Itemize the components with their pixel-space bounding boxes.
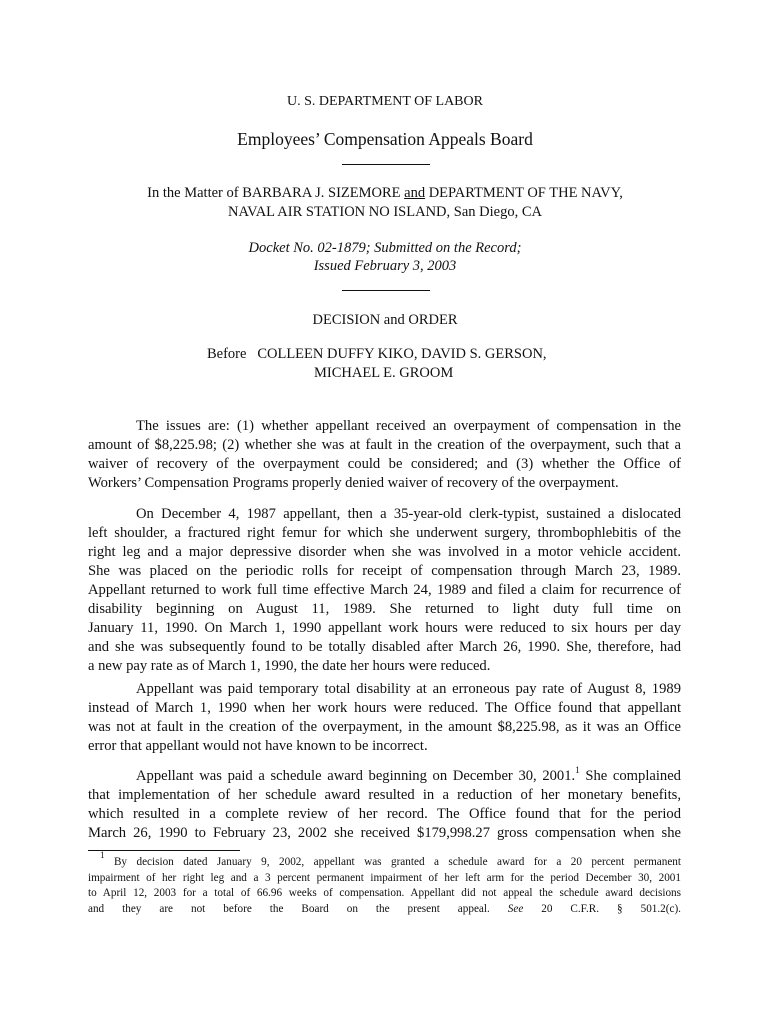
paragraph-pay-rate: Appellant was paid temporary total disability at an erroneous pay rate of August 8, 1989 instead of March 1, 1990 when her work hours were reduced. The Office found that appellant was not at fault in the creation of the overpayment, in the amount $8,225.98, as it was an Office error that appellant would not have known to be incorrect. [88,681,681,754]
panel-line-2: MICHAEL E. GROOM [314,365,454,381]
before-label: Before [207,346,247,362]
footnote-reference: 1 [575,765,580,775]
footnote-number: 1 [100,850,105,860]
docket-line-1: Docket No. 02-1879; Submitted on the Record; [248,240,522,256]
see-signal: See [507,902,524,915]
matter-line-1: In the Matter of BARBARA J. SIZEMORE and DEPARTMENT OF THE NAVY, [147,185,623,201]
docket-line-2: Issued February 3, 2003 [313,258,457,274]
paragraph-schedule-award: Appellant was paid a schedule award beginning on December 30, 2001.$^1$ She complained that implementation of her schedule award resulted in a reduction of her monetary benefits, which resulted in a complete review of her record. The Office found that for the period March 26, 1990 to February 23, 2002 she received $179,998.27 gross compensation when she [88,765,681,841]
department-heading: U. S. DEPARTMENT OF LABOR [287,94,483,109]
decision-title: DECISION and ORDER [312,312,458,328]
and-underlined: and [404,185,426,201]
footnote-divider [88,850,240,851]
docket-divider [342,290,430,291]
panel-line-1: Before COLLEEN DUFFY KIKO, DAVID S. GERSON, [207,346,547,362]
footnote: $^1$ By decision dated January 9, 2002, appellant was granted a schedule award for a 20 percent permanent impairment of her right leg and a 3 percent permanent impairment of her left arm for the period December 30, 2001 to April 12, 2003 for a total of 66.96 weeks of compensation. Appellant did not appeal the schedule award decisions and they are not before the Board on the present appeal. See 20 C.F.R. § 501.2(c). [88,855,681,917]
matter-line-2: NAVAL AIR STATION NO ISLAND, San Diego, CA [228,204,542,220]
schedule-award-first-line: Appellant was paid a schedule award beginning on December 30, 2001.$^1$ She complained [136,765,681,784]
board-title: Employees’ Compensation Appeals Board [237,129,533,149]
paragraph-issues: The issues are: (1) whether appellant received an overpayment of compensation in the amount of $8,225.98; (2) whether she was at fault in the creation of the overpayment, such that a waiver of recovery of the overpayment could be considered; and (3) whether the Office of Workers’ Compensation Programs properly denied waiver of recovery of the overpayment. [88,418,681,491]
paragraph-background: On December 4, 1987 appellant, then a 35-year-old clerk-typist, sustained a dislocated left shoulder, a fractured right femur for which she underwent surgery, thrombophlebitis of the right leg and a major depressive disorder when she was involved in a motor vehicle accident. She was placed on the periodic rolls for receipt of compensation through March 23, 1989. Appellant returned to work full time effective March 24, 1989 and filed a claim for recurrence of disability beginning on August 11, 1989. She returned to light duty full time on January 11, 1990. On March 1, 1990 appellant work hours were reduced to six hours per day and she was subsequently found to be totally disabled after March 26, 1990. She, therefore, had a new pay rate as of March 1, 1990, the date her hours were reduced. [88,506,681,674]
footnote-last-line: and they are not before the Board on the present appeal. See 20 C.F.R. § 501.2(c). [88,902,681,915]
title-divider [342,164,430,165]
